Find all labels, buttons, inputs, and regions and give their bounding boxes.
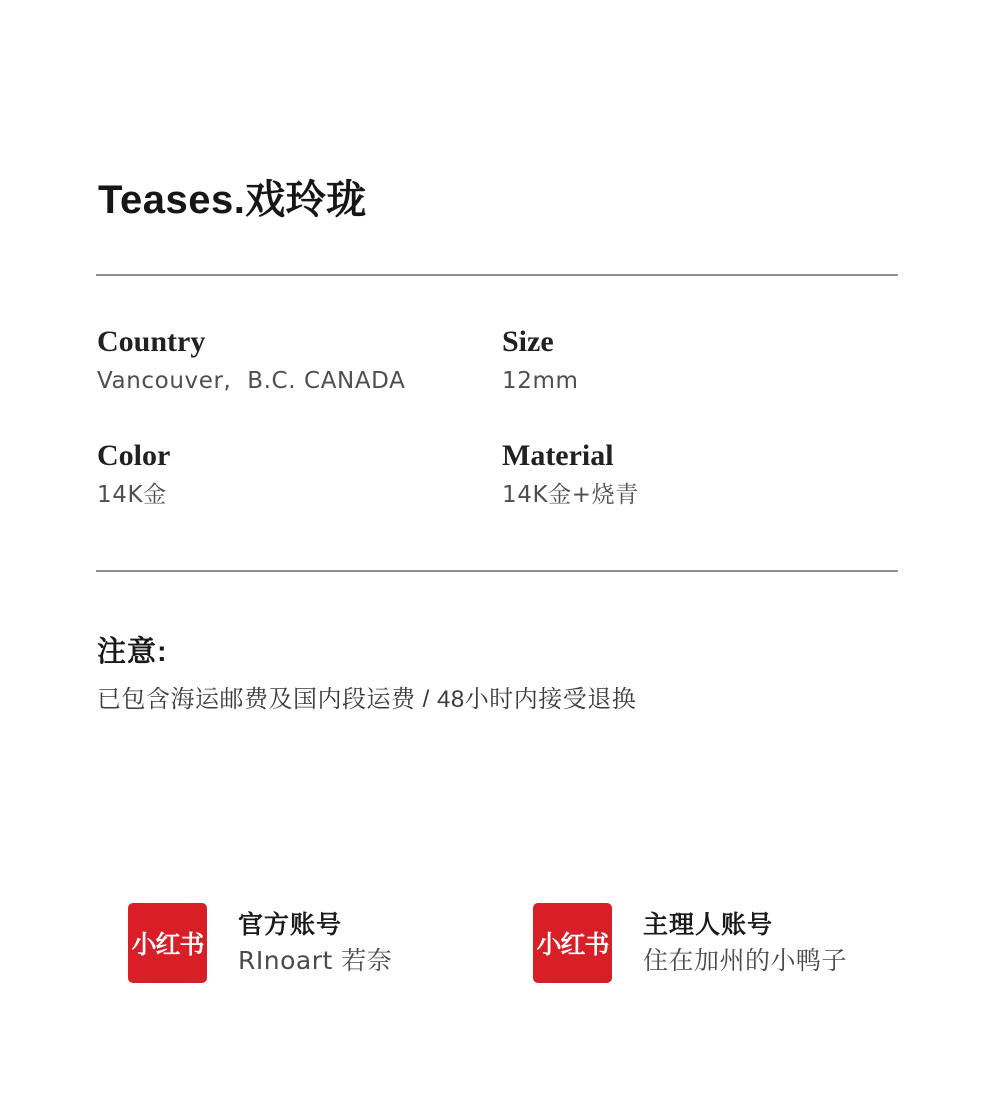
xiaohongshu-logo-text: 小红书 (131, 931, 204, 959)
divider-top (96, 274, 898, 276)
spec-size-value: 12mm (502, 368, 579, 394)
spec-country-label: Country (97, 325, 206, 358)
manager-account-row (533, 903, 847, 983)
spec-material (502, 439, 882, 509)
xiaohongshu-logo-icon (533, 903, 612, 983)
spec-color-label: Color (97, 439, 171, 472)
manager-account-text (643, 910, 847, 976)
spec-material-label: Material (502, 439, 614, 472)
official-account-name: RInoart 若奈 (238, 946, 393, 975)
spec-country-value: Vancouver, B.C. CANADA (97, 368, 406, 394)
page-title: Teases.戏玲珑 (98, 178, 367, 222)
spec-size (502, 325, 882, 395)
official-account-row (128, 903, 392, 983)
spec-size-label: Size (502, 325, 554, 358)
official-account-title: 官方账号 (238, 911, 343, 939)
spec-color (97, 439, 477, 509)
spec-country (97, 325, 477, 395)
official-account-text (238, 910, 392, 976)
xiaohongshu-logo-icon (128, 903, 207, 983)
xiaohongshu-logo-text: 小红书 (536, 931, 609, 959)
manager-account-name: 住在加州的小鸭子 (643, 946, 848, 975)
spec-material-value: 14K金+烧青 (502, 482, 639, 508)
notice-heading: 注意: (97, 636, 168, 668)
manager-account-title: 主理人账号 (643, 911, 774, 939)
notice-text: 已包含海运邮费及国内段运费 / 48小时内接受退换 (97, 686, 637, 713)
divider-bottom (96, 570, 898, 572)
spec-color-value: 14K金 (97, 482, 167, 508)
